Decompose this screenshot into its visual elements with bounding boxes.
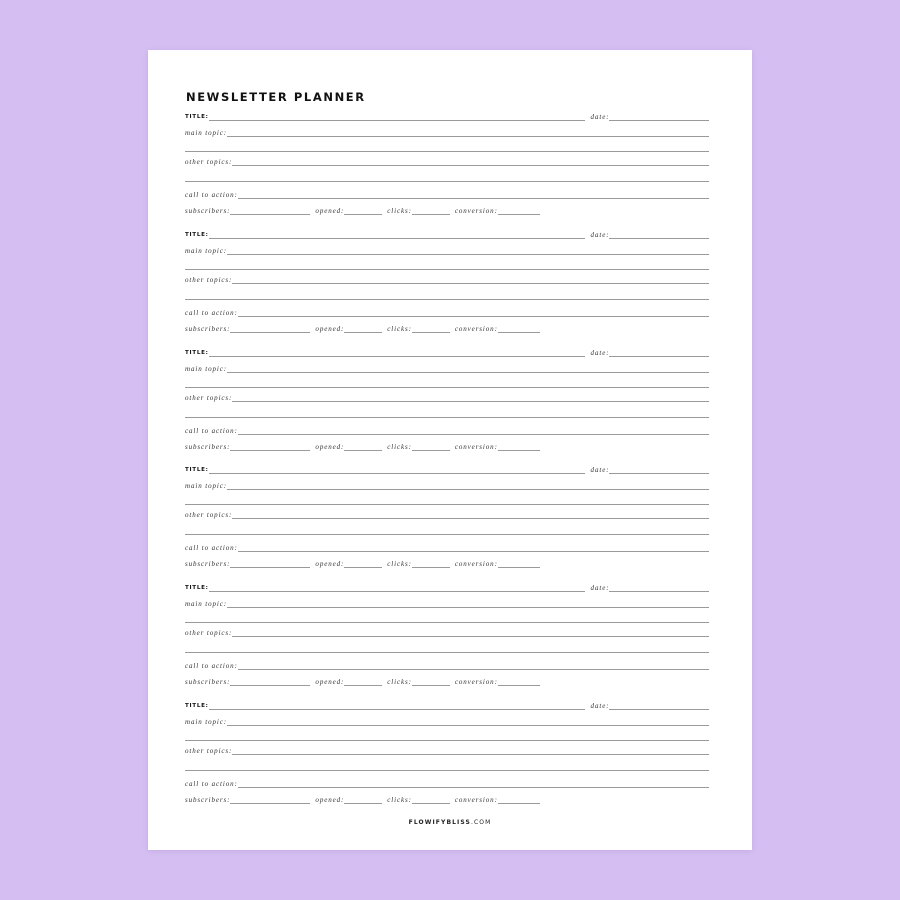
other-topics-row: [185, 628, 709, 638]
other-topics-extra-field[interactable]: [185, 652, 709, 653]
stats-row: [185, 677, 709, 687]
newsletter-entry: [185, 112, 709, 230]
call-to-action-label: call to action:: [185, 779, 238, 788]
title-row: [185, 465, 709, 475]
call-to-action-row: [185, 661, 709, 671]
main-topic-extra-row: [185, 143, 709, 153]
other-topics-extra-field[interactable]: [185, 417, 709, 418]
page-title: NEWSLETTER PLANNER: [186, 90, 366, 104]
subscribers-field[interactable]: [230, 332, 310, 333]
conversion-label: conversion:: [454, 795, 498, 804]
planner-blocks: [185, 112, 709, 819]
other-topics-field[interactable]: [232, 754, 709, 755]
conversion-label: conversion:: [454, 560, 498, 569]
title-label: TITLE:: [185, 702, 209, 709]
title-field[interactable]: [209, 120, 585, 121]
call-to-action-field[interactable]: [238, 198, 709, 199]
other-topics-label: other topics:: [185, 746, 233, 755]
call-to-action-row: [185, 426, 709, 436]
other-topics-row: [185, 275, 709, 285]
other-topics-label: other topics:: [185, 275, 233, 284]
other-topics-field[interactable]: [232, 401, 709, 402]
opened-label: opened:: [315, 560, 345, 569]
subscribers-label: subscribers:: [185, 324, 231, 333]
title-field[interactable]: [209, 356, 585, 357]
main-topic-label: main topic:: [185, 129, 227, 137]
other-topics-extra-field[interactable]: [185, 299, 709, 300]
call-to-action-field[interactable]: [238, 787, 709, 788]
other-topics-row: [185, 393, 709, 403]
opened-field[interactable]: [344, 803, 382, 804]
title-row: [185, 348, 709, 358]
newsletter-entry: [185, 583, 709, 701]
opened-label: opened:: [315, 207, 345, 215]
call-to-action-row: [185, 779, 709, 789]
opened-label: opened:: [315, 678, 345, 687]
opened-label: opened:: [315, 324, 345, 333]
main-topic-extra-field[interactable]: [185, 622, 709, 623]
title-label: TITLE:: [185, 114, 209, 120]
conversion-field[interactable]: [498, 332, 540, 333]
other-topics-extra-field[interactable]: [185, 181, 709, 182]
subscribers-label: subscribers:: [185, 678, 231, 687]
call-to-action-field[interactable]: [238, 669, 709, 670]
title-field[interactable]: [209, 473, 585, 474]
other-topics-extra-field[interactable]: [185, 534, 709, 535]
main-topic-label: main topic:: [185, 600, 227, 609]
date-field[interactable]: [609, 709, 709, 710]
main-topic-extra-row: [185, 261, 709, 271]
subscribers-field[interactable]: [230, 567, 310, 568]
date-label: date:: [590, 584, 610, 593]
other-topics-field[interactable]: [232, 636, 709, 637]
clicks-label: clicks:: [387, 207, 412, 215]
main-topic-row: [185, 599, 709, 609]
footer-brand-name: FLOWIFYBLISS: [408, 819, 471, 826]
main-topic-field[interactable]: [227, 136, 709, 137]
subscribers-field[interactable]: [230, 450, 310, 451]
main-topic-label: main topic:: [185, 482, 227, 491]
title-label: TITLE:: [185, 467, 209, 474]
opened-field[interactable]: [344, 685, 382, 686]
other-topics-label: other topics:: [185, 511, 233, 520]
call-to-action-field[interactable]: [238, 434, 709, 435]
subscribers-label: subscribers:: [185, 207, 231, 215]
conversion-field[interactable]: [498, 685, 540, 686]
footer-brand-suffix: .COM: [470, 819, 492, 826]
date-label: date:: [590, 348, 610, 357]
main-topic-extra-field[interactable]: [185, 151, 709, 152]
planner-page: [148, 50, 752, 850]
clicks-field[interactable]: [412, 567, 450, 568]
other-topics-field[interactable]: [232, 165, 709, 166]
conversion-field[interactable]: [498, 214, 540, 215]
subscribers-field[interactable]: [230, 685, 310, 686]
stats-row: [185, 559, 709, 569]
title-field[interactable]: [209, 709, 585, 710]
other-topics-extra-row: [185, 644, 709, 654]
footer-brand: [148, 819, 752, 826]
call-to-action-label: call to action:: [185, 426, 238, 435]
main-topic-extra-row: [185, 496, 709, 506]
clicks-label: clicks:: [387, 324, 412, 333]
opened-field[interactable]: [344, 567, 382, 568]
main-topic-extra-row: [185, 379, 709, 389]
clicks-field[interactable]: [412, 332, 450, 333]
main-topic-field[interactable]: [227, 254, 709, 255]
opened-label: opened:: [315, 795, 345, 804]
opened-label: opened:: [315, 442, 345, 451]
date-field[interactable]: [609, 120, 709, 121]
date-field[interactable]: [609, 473, 709, 474]
call-to-action-label: call to action:: [185, 544, 238, 553]
conversion-field[interactable]: [498, 450, 540, 451]
main-topic-row: [185, 364, 709, 374]
main-topic-label: main topic:: [185, 364, 227, 373]
other-topics-extra-row: [185, 409, 709, 419]
main-topic-field[interactable]: [227, 489, 709, 490]
conversion-field[interactable]: [498, 803, 540, 804]
conversion-label: conversion:: [454, 324, 498, 333]
date-label: date:: [590, 466, 610, 475]
main-topic-extra-field[interactable]: [185, 387, 709, 388]
title-row: [185, 230, 709, 240]
title-row: [185, 112, 709, 122]
main-topic-extra-row: [185, 732, 709, 742]
stats-row: [185, 324, 709, 334]
date-label: date:: [590, 113, 610, 121]
conversion-label: conversion:: [454, 207, 498, 215]
newsletter-entry: [185, 230, 709, 348]
other-topics-label: other topics:: [185, 393, 233, 402]
conversion-label: conversion:: [454, 442, 498, 451]
call-to-action-label: call to action:: [185, 308, 238, 317]
other-topics-row: [185, 157, 709, 167]
main-topic-row: [185, 481, 709, 491]
other-topics-extra-row: [185, 173, 709, 183]
other-topics-row: [185, 510, 709, 520]
main-topic-row: [185, 128, 709, 138]
stats-row: [185, 795, 709, 805]
title-field[interactable]: [209, 591, 585, 592]
clicks-field[interactable]: [412, 214, 450, 215]
stats-row: [185, 442, 709, 452]
conversion-label: conversion:: [454, 678, 498, 687]
opened-field[interactable]: [344, 214, 382, 215]
main-topic-extra-row: [185, 614, 709, 624]
title-label: TITLE:: [185, 349, 209, 356]
call-to-action-row: [185, 190, 709, 200]
subscribers-label: subscribers:: [185, 442, 231, 451]
title-label: TITLE:: [185, 231, 209, 238]
subscribers-label: subscribers:: [185, 560, 231, 569]
stats-row: [185, 206, 709, 216]
other-topics-field[interactable]: [232, 283, 709, 284]
other-topics-extra-row: [185, 762, 709, 772]
other-topics-label: other topics:: [185, 629, 233, 638]
newsletter-entry: [185, 348, 709, 466]
main-topic-row: [185, 246, 709, 256]
subscribers-label: subscribers:: [185, 795, 231, 804]
main-topic-extra-field[interactable]: [185, 740, 709, 741]
conversion-field[interactable]: [498, 567, 540, 568]
main-topic-extra-field[interactable]: [185, 504, 709, 505]
opened-field[interactable]: [344, 332, 382, 333]
clicks-label: clicks:: [387, 678, 412, 687]
call-to-action-label: call to action:: [185, 662, 238, 671]
date-field[interactable]: [609, 238, 709, 239]
call-to-action-field[interactable]: [238, 551, 709, 552]
title-field[interactable]: [209, 238, 585, 239]
title-label: TITLE:: [185, 585, 209, 592]
main-topic-label: main topic:: [185, 717, 227, 726]
subscribers-field[interactable]: [230, 803, 310, 804]
opened-field[interactable]: [344, 450, 382, 451]
newsletter-entry: [185, 465, 709, 583]
other-topics-extra-row: [185, 291, 709, 301]
date-label: date:: [590, 701, 610, 710]
clicks-field[interactable]: [412, 685, 450, 686]
date-field[interactable]: [609, 591, 709, 592]
title-row: [185, 583, 709, 593]
call-to-action-field[interactable]: [238, 316, 709, 317]
call-to-action-row: [185, 308, 709, 318]
other-topics-extra-field[interactable]: [185, 770, 709, 771]
newsletter-entry: [185, 701, 709, 819]
call-to-action-row: [185, 543, 709, 553]
other-topics-label: other topics:: [185, 158, 233, 166]
title-row: [185, 701, 709, 711]
date-field[interactable]: [609, 356, 709, 357]
other-topics-extra-row: [185, 526, 709, 536]
clicks-label: clicks:: [387, 442, 412, 451]
subscribers-field[interactable]: [230, 214, 310, 215]
clicks-field[interactable]: [412, 803, 450, 804]
other-topics-row: [185, 746, 709, 756]
main-topic-field[interactable]: [227, 607, 709, 608]
main-topic-field[interactable]: [227, 372, 709, 373]
other-topics-field[interactable]: [232, 518, 709, 519]
date-label: date:: [590, 230, 610, 239]
clicks-field[interactable]: [412, 450, 450, 451]
call-to-action-label: call to action:: [185, 191, 238, 199]
main-topic-label: main topic:: [185, 246, 227, 255]
clicks-label: clicks:: [387, 560, 412, 569]
main-topic-field[interactable]: [227, 725, 709, 726]
clicks-label: clicks:: [387, 795, 412, 804]
main-topic-row: [185, 717, 709, 727]
main-topic-extra-field[interactable]: [185, 269, 709, 270]
